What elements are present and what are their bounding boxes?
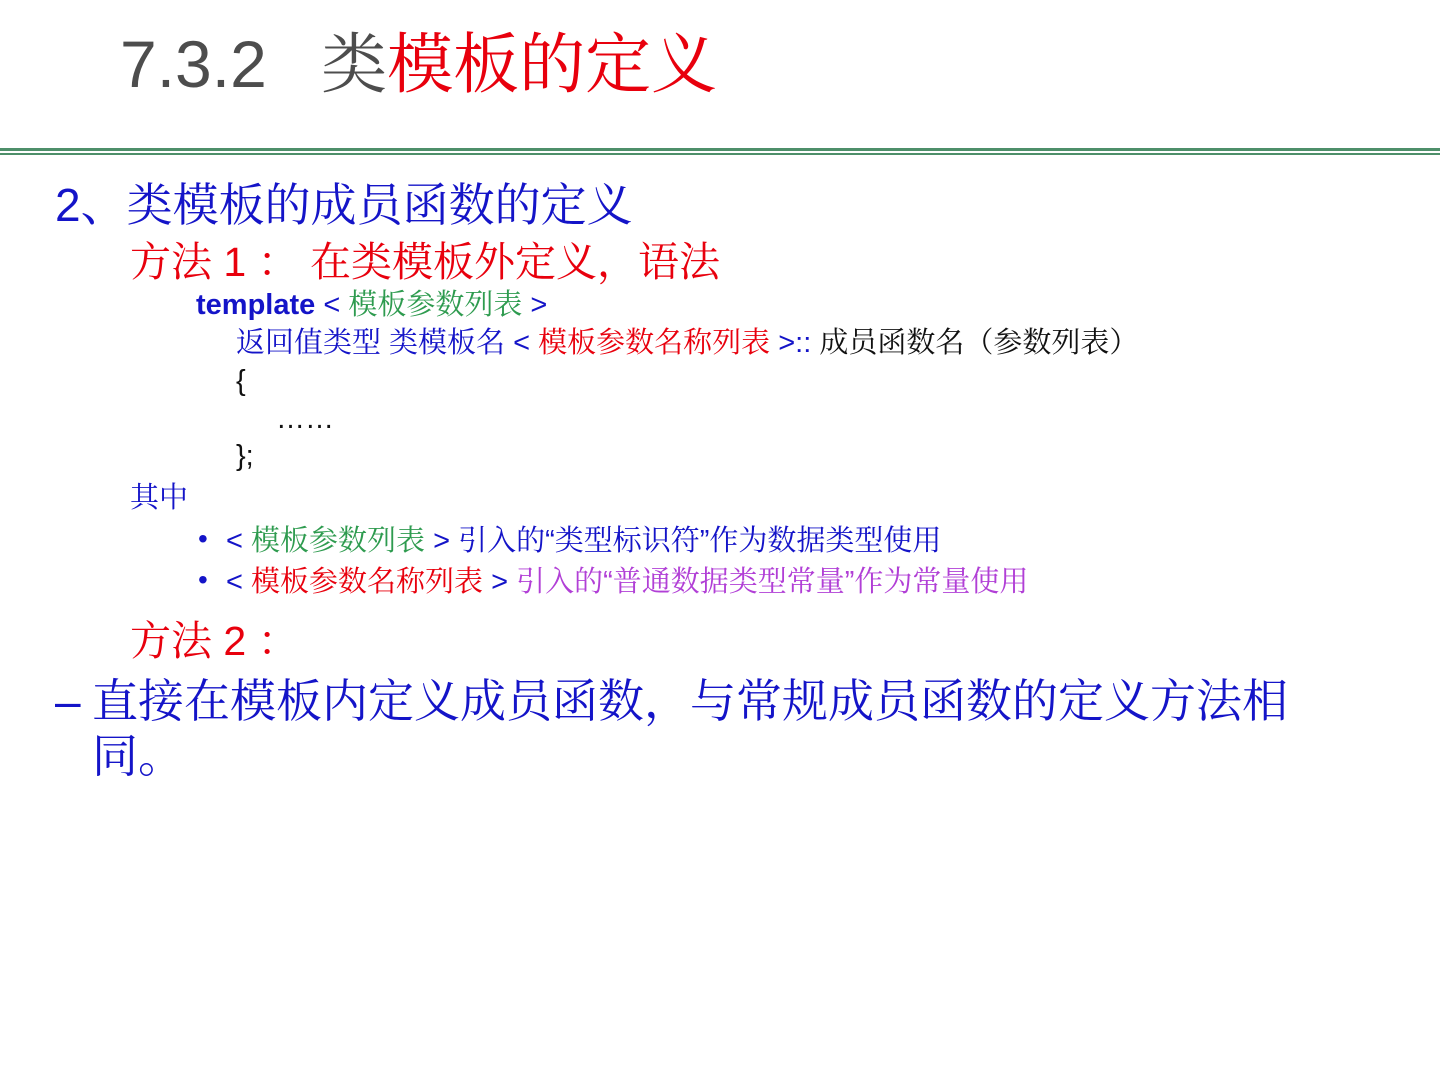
title-divider — [0, 148, 1440, 155]
slide-body — [0, 178, 1440, 785]
title-number: 7.3.2 — [120, 27, 267, 101]
code-line-5 — [196, 438, 1380, 476]
page-title — [120, 28, 717, 101]
code-angle-open-1: < — [323, 289, 341, 322]
code-param-list: 模板参数列表 — [348, 289, 523, 322]
code-line-1 — [196, 287, 1380, 325]
code-line-2 — [196, 325, 1380, 363]
bullet-text: 引入的“类型标识符”作为数据类型使用 — [458, 524, 942, 557]
code-scope-operator: >:: — [778, 327, 812, 360]
bullet-angle-open: < — [226, 565, 243, 598]
code-brace-close: }; — [236, 440, 254, 473]
method2-body: – 直接在模板内定义成员函数，与常规成员函数的定义方法相同。 — [0, 674, 1440, 784]
code-param-name-list: 模板参数名称列表 — [538, 327, 771, 360]
code-return-type: 返回值类型 类模板名 — [236, 327, 506, 360]
code-ellipsis: …… — [276, 402, 334, 435]
bullet-list — [0, 522, 1440, 602]
code-keyword-template: template — [196, 289, 316, 322]
method1-heading: 方法 1 ： 在类模板外定义，语法 — [130, 239, 720, 286]
bullet-text: 引入的“普通数据类型常量”作为常量使用 — [516, 565, 1029, 598]
bullet-angle-close: > — [491, 565, 509, 598]
code-angle-open-2: < — [513, 327, 531, 360]
bullet-param: 模板参数列表 — [251, 524, 426, 557]
list-item — [196, 522, 1385, 560]
code-line-4 — [196, 401, 1380, 439]
level1-heading: 2、类模板的成员函数的定义 — [55, 179, 633, 231]
code-block — [0, 287, 1440, 475]
bullet-angle-open: < — [226, 524, 243, 557]
title-plain: 类 — [321, 27, 388, 101]
bullet-angle-close: > — [433, 524, 451, 557]
code-member-function: 成员函数名（参数列表） — [819, 327, 1139, 360]
qizhong-label: 其中 — [130, 481, 189, 514]
method2-heading: 方法 2 ： — [130, 618, 299, 665]
code-brace-open: { — [236, 364, 246, 397]
title-accent: 模板的定义 — [387, 27, 718, 101]
code-line-3 — [196, 363, 1380, 401]
bullet-param: 模板参数名称列表 — [251, 565, 484, 598]
code-angle-close-1: > — [530, 289, 548, 322]
list-item — [196, 563, 1385, 601]
